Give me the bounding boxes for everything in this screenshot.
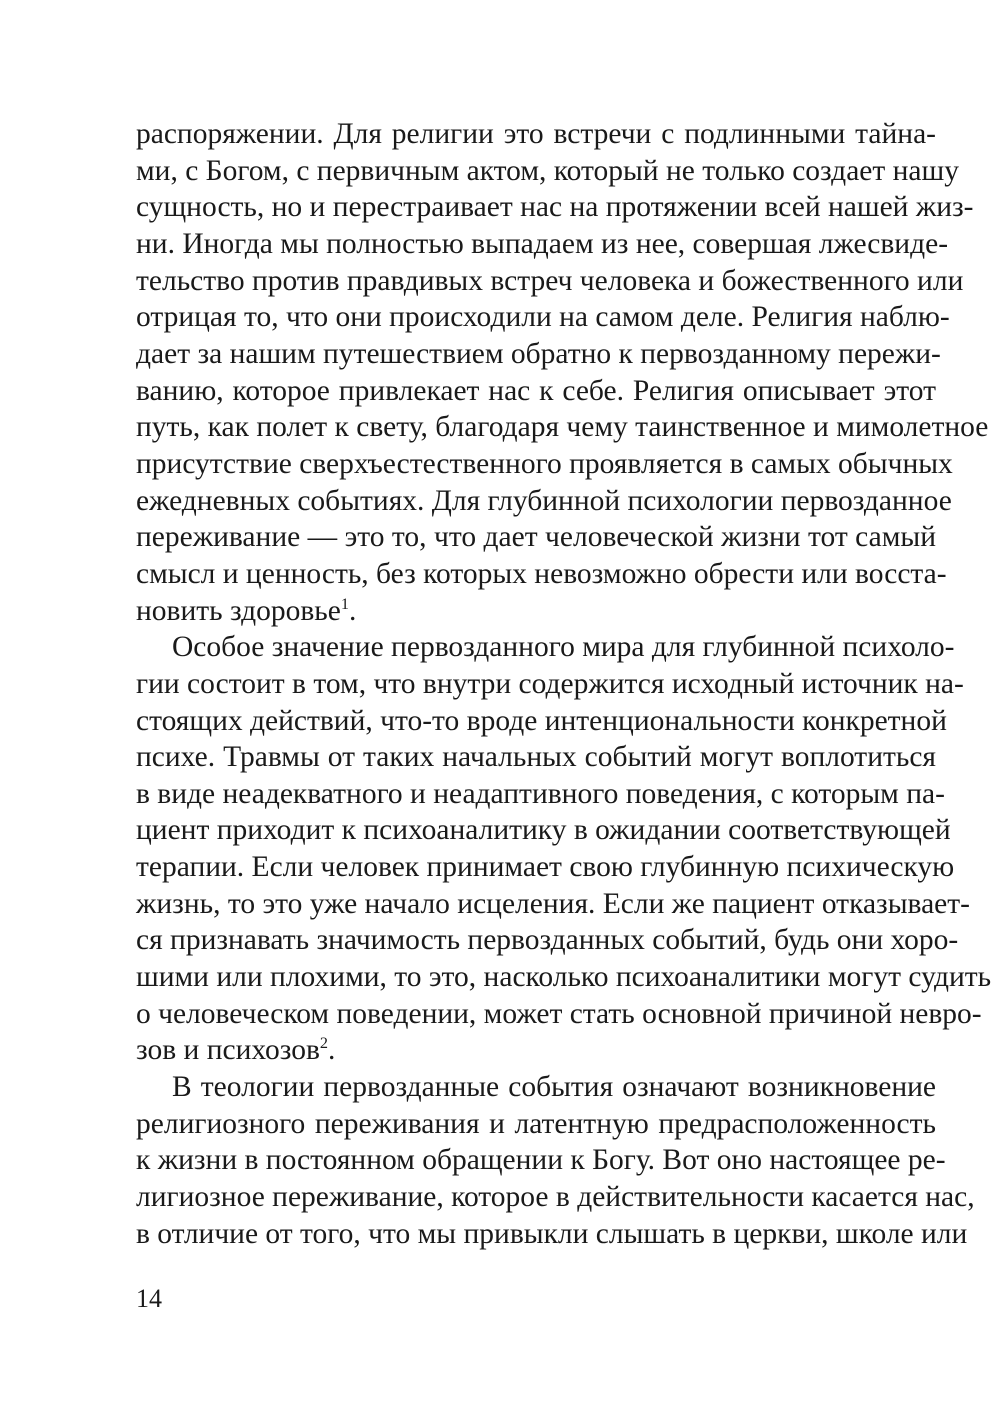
text-line: лигиозное переживание, которое в действительности касается нас,: [136, 1181, 975, 1214]
paragraph-3: [136, 1069, 975, 1252]
sentence-end: .: [328, 1034, 336, 1067]
page-number: 14: [136, 1284, 162, 1313]
paragraph-1: [136, 116, 989, 629]
text-line: Особое значение первозданного мира для глубинной психоло-: [172, 631, 955, 664]
text-line: жизнь, то это уже начало исцеления. Если же пациент отказывает-: [136, 887, 970, 920]
text-line: циент приходит к психоаналитику в ожидании соответствующей: [136, 814, 951, 847]
text-line: В теологии первозданные события означают возникновение: [172, 1071, 936, 1104]
line-text: новить здоровье: [136, 594, 341, 627]
text-line: путь, как полет к свету, благодаря чему таинственное и мимолетное: [136, 411, 989, 444]
text-line: переживание — это то, что дает человеческой жизни тот самый: [136, 521, 936, 554]
line-text: зов и психозов: [136, 1034, 320, 1067]
text-line: психе. Травмы от таких начальных событий могут воплотиться: [136, 741, 936, 774]
body-text: [136, 116, 992, 1252]
sentence-end: .: [348, 594, 357, 627]
footnote-mark-1[interactable]: 1: [340, 594, 349, 613]
text-line: терапии. Если человек принимает свою глубинную психическую: [136, 851, 955, 884]
text-line: присутствие сверхъестественного проявляется в самых обычных: [136, 447, 953, 480]
text-line: [136, 1032, 936, 1069]
text-line: смысл и ценность, без которых невозможно обрести или восста-: [136, 557, 947, 590]
text-line: ся признавать значимость первозданных событий, будь они хоро-: [136, 924, 959, 957]
text-line: ни. Иногда мы полностью выпадаем из нее, совершая лжесвиде-: [136, 227, 949, 260]
text-line: ми, с Богом, с первичным актом, который не только создает нашу: [136, 154, 959, 187]
text-line: религиозного переживания и латентную предрасположенность: [136, 1107, 936, 1140]
text-line: в виде неадекватного и неадаптивного поведения, с которым па-: [136, 777, 945, 810]
text-line: тельство против правдивых встреч человека и божественного или: [136, 264, 964, 297]
text-line: распоряжении. Для религии это встречи с подлинными тайна-: [136, 118, 936, 150]
footnote-mark-2[interactable]: 2: [319, 1034, 329, 1053]
text-line: ежедневных событиях. Для глубинной психологии первозданное: [136, 484, 952, 517]
text-line: гии состоит в том, что внутри содержится исходный источник на-: [136, 667, 964, 700]
text-line: дает за нашим путешествием обратно к первозданному пережи-: [136, 337, 941, 370]
text-line: сущность, но и перестраивает нас на протяжении всей нашей жиз-: [136, 191, 974, 224]
text-line: отрицая то, что они происходили на самом деле. Религия наблю-: [136, 301, 950, 334]
text-line: шими или плохими, то это, насколько психоаналитики могут судить: [136, 961, 992, 994]
text-line: стоящих действий, что-то вроде интенциональности конкретной: [136, 704, 947, 737]
text-line: о человеческом поведении, может стать основной причиной невро-: [136, 997, 982, 1030]
paragraph-2: [136, 629, 992, 1069]
text-line: к жизни в постоянном обращении к Богу. Вот оно настоящее ре-: [136, 1144, 946, 1177]
text-line: в отличие от того, что мы привыкли слышать в церкви, школе или: [136, 1217, 968, 1250]
text-line: [136, 593, 936, 630]
text-line: ванию, которое привлекает нас к себе. Религия описывает этот: [136, 374, 936, 407]
